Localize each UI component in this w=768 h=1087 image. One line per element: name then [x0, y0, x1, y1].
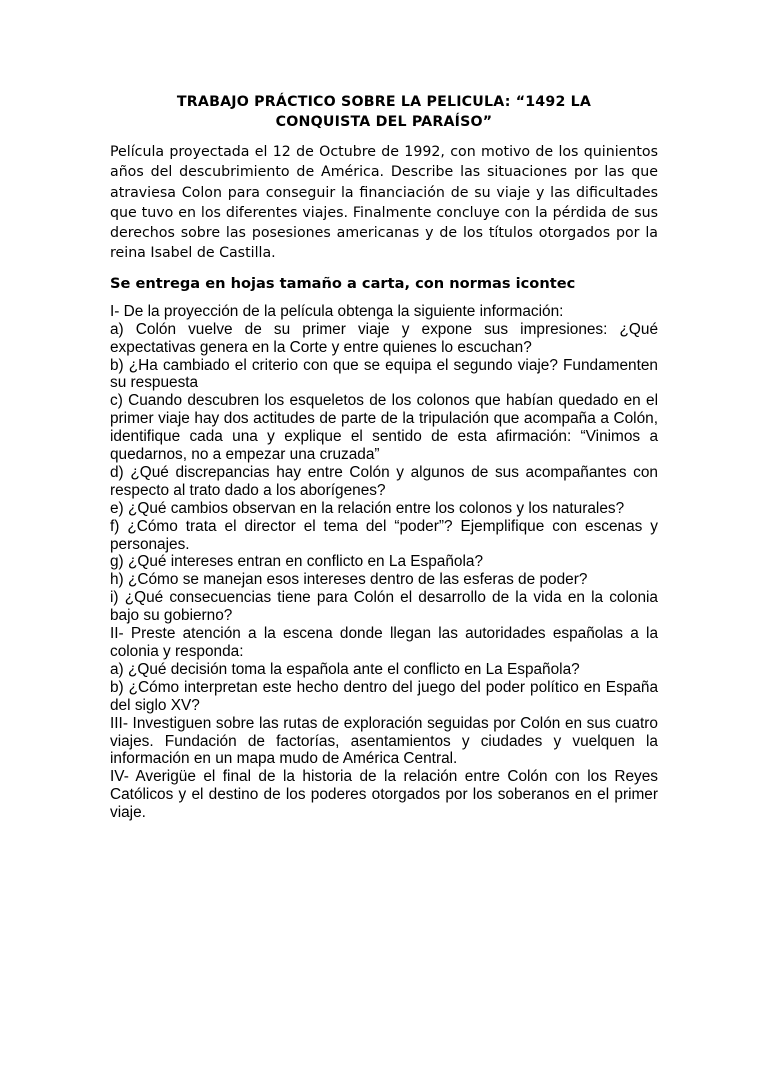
questions-list: [110, 303, 658, 822]
question-i-b: b) ¿Ha cambiado el criterio con que se equipa el segundo viaje? Fundamenten su respuesta: [110, 356, 658, 392]
question-i-d: d) ¿Qué discrepancias hay entre Colón y algunos de sus acompañantes con respecto al trato dado a los aborígenes?: [110, 463, 658, 499]
question-ii-b: b) ¿Cómo interpretan este hecho dentro del juego del poder político en España del siglo XV?: [110, 678, 658, 714]
section-iv: IV- Averigüe el final de la historia de la relación entre Colón con los Reyes Católicos y el destino de los poderes otorgados por los soberanos en el primer viaje.: [110, 768, 658, 822]
question-i-e: e) ¿Qué cambios observan en la relación entre los colonos y los naturales?: [110, 499, 625, 517]
document-body: [110, 92, 658, 822]
section-iii: III- Investiguen sobre las rutas de exploración seguidas por Colón en sus cuatro viajes. Fundación de factorías, asentamientos y ciudades y vuelquen la información en un mapa mudo de América Central.: [110, 714, 658, 768]
delivery-note: Se entrega en hojas tamaño a carta, con normas icontec: [110, 274, 576, 292]
question-i-f: f) ¿Cómo trata el director el tema del “poder”? Ejemplifique con escenas y personajes.: [110, 517, 658, 553]
section-i-heading: I- De la proyección de la película obtenga la siguiente información:: [110, 302, 564, 320]
section-ii-heading: II- Preste atención a la escena donde llegan las autoridades españolas a la colonia y responda:: [110, 625, 658, 660]
question-i-c: c) Cuando descubren los esqueletos de los colonos que habían quedado en el primer viaje hay dos actitudes de parte de la tripulación que acompaña a Colón, identifique cada una y explique el sentido de esta afirmación: “Vinimos a quedarnos, no a empezar una cruzada”: [110, 392, 658, 464]
question-i-g: g) ¿Qué intereses entran en conflicto en La Española?: [110, 553, 484, 571]
title-line-2: CONQUISTA DEL PARAÍSO”: [275, 114, 493, 130]
question-i-h: h) ¿Cómo se manejan esos intereses dentro de las esferas de poder?: [110, 571, 588, 589]
intro-paragraph: Película proyectada el 12 de Octubre de 1992, con motivo de los quinientos años del descubrimiento de América. Describe las situaciones por las que atraviesa Colon para conseguir la financiación de su viaje y las dificultades que tuvo en los diferentes viajes. Finalmente concluye con la pérdida de sus derechos sobre las posesiones americanas y de los títulos otorgados por la reina Isabel de Castilla.: [110, 144, 658, 262]
document-title: [110, 92, 658, 132]
question-i-a: a) Colón vuelve de su primer viaje y expone sus impresiones: ¿Qué expectativas genera en la Corte y entre quienes lo escuchan?: [110, 320, 658, 356]
question-ii-a: a) ¿Qué decisión toma la española ante el conflicto en La Española?: [110, 660, 580, 678]
question-i-i: i) ¿Qué consecuencias tiene para Colón el desarrollo de la vida en la colonia bajo su gobierno?: [110, 589, 658, 625]
title-line-1: TRABAJO PRÁCTICO SOBRE LA PELICULA: “1492 LA: [176, 94, 592, 110]
